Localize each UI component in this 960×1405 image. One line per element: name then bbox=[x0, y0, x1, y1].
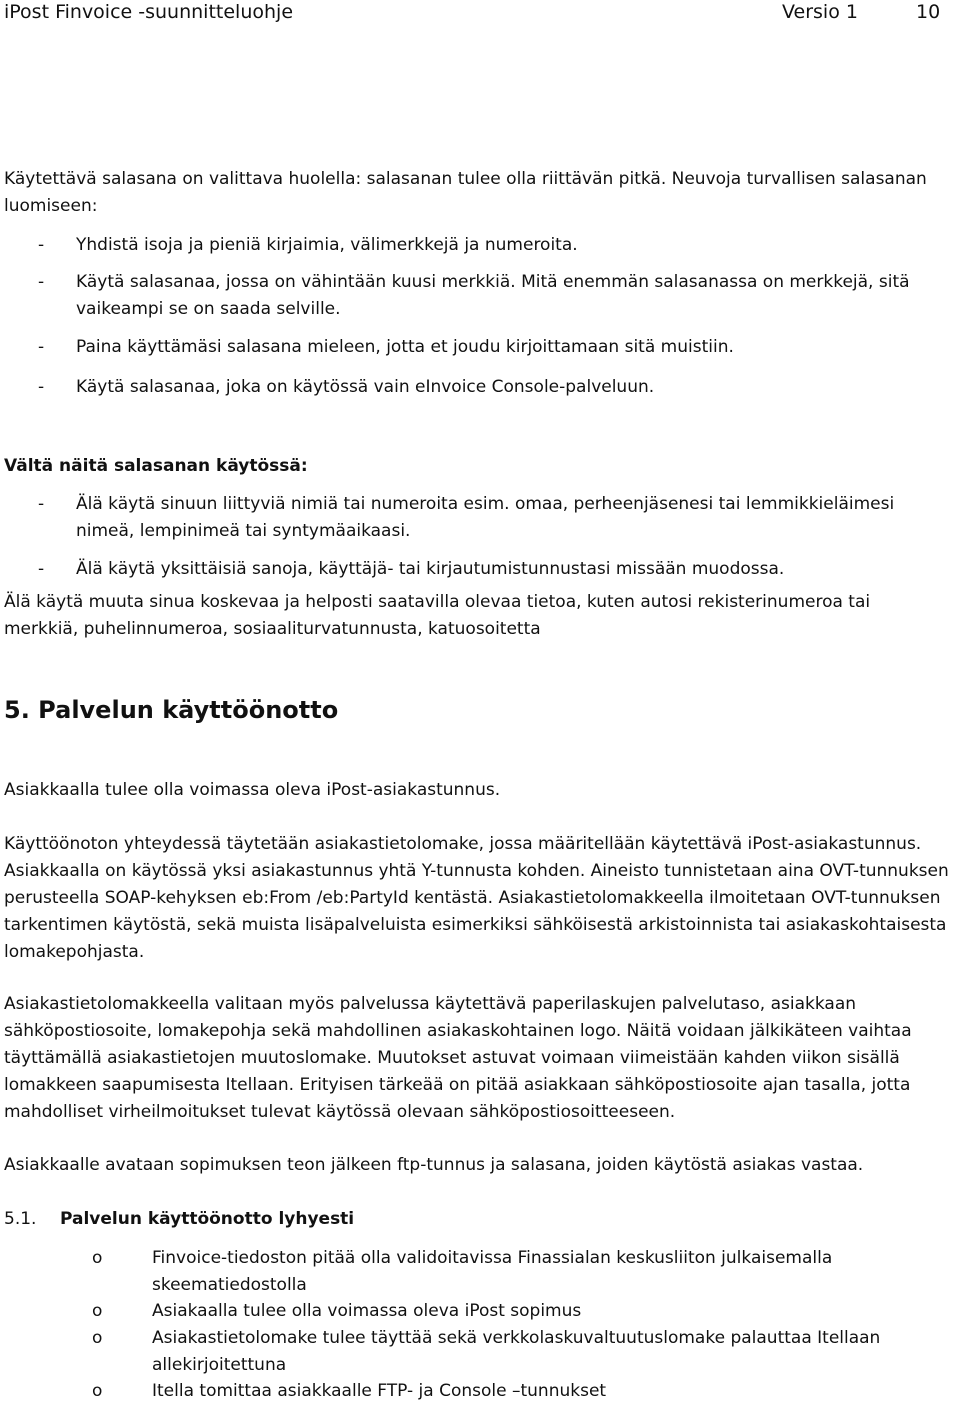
section-5-paragraph: Asiakkaalla tulee olla voimassa oleva iPost-asiakastunnus. bbox=[4, 780, 501, 800]
dash-bullet: - bbox=[38, 272, 45, 292]
intro-paragraph: Käytettävä salasana on valittava huolella: salasanan tulee olla riittävän pitkä. Neuvoja turvallisen salasanan luomiseen: bbox=[4, 169, 927, 216]
circle-bullet: o bbox=[92, 1381, 103, 1401]
avoid-heading: Vältä näitä salasanan käytössä: bbox=[4, 456, 308, 476]
document-title: iPost Finvoice -suunnitteluohje bbox=[4, 1, 294, 23]
circle-bullet: o bbox=[92, 1328, 103, 1348]
avoid-text: Älä käytä sinuun liittyviä nimiä tai numeroita esim. omaa, perheenjäsenesi tai lemmikkieläimesi nimeä, lempinimeä tai syntymäaikaasi. bbox=[76, 494, 895, 541]
list-item-text: Itella tomittaa asiakkaalle FTP- ja Console –tunnukset bbox=[152, 1381, 607, 1401]
advice-text: Käytä salasanaa, joka on käytössä vain eInvoice Console-palveluun. bbox=[76, 377, 655, 397]
section-5-paragraph: Asiakkaalle avataan sopimuksen teon jälkeen ftp-tunnus ja salasana, joiden käytöstä asiakas vastaa. bbox=[4, 1155, 864, 1175]
dash-bullet: - bbox=[38, 377, 45, 397]
advice-text: Käytä salasanaa, jossa on vähintään kuusi merkkiä. Mitä enemmän salasanassa on merkkejä, sitä vaikeampi se on saada selville. bbox=[76, 272, 910, 319]
page-header bbox=[4, 0, 941, 24]
section-number: 5.1. bbox=[4, 1209, 37, 1229]
dash-bullet: - bbox=[38, 235, 45, 255]
list-item-text: Asiakaalla tulee olla voimassa oleva iPost sopimus bbox=[152, 1301, 582, 1321]
avoid-text: Älä käytä yksittäisiä sanoja, käyttäjä- tai kirjautumistunnustasi missään muodossa. bbox=[76, 559, 785, 579]
dash-bullet: - bbox=[38, 559, 45, 579]
dash-bullet: - bbox=[38, 494, 45, 514]
section-title: Palvelun käyttöönotto lyhyesti bbox=[60, 1209, 355, 1229]
section-5-heading: 5. Palvelun käyttöönotto bbox=[4, 696, 339, 724]
section-5-paragraph: Käyttöönoton yhteydessä täytetään asiakastietolomake, jossa määritellään käytettävä iPost-asiakastunnus. Asiakkaalla on käytössä yksi asiakastunnus yhtä Y-tunnusta kohden. Aineisto tunnistetaan aina OVT-tunnuksen perusteella SOAP-kehyksen eb:From /eb:PartyId kentästä. Asiakastietolomakkeella ilmoitetaan OVT-tunnuksen tarkentimen käytöstä, sekä muista lisäpalveluista esimerkiksi sähköisestä arkistoinnista tai asiakaskohtaisesta lomakepohjasta. bbox=[4, 834, 949, 962]
list-item-text: Finvoice-tiedoston pitää olla validoitavissa Finassialan keskusliiton julkaisemalla skeematiedostolla bbox=[152, 1248, 833, 1295]
dash-bullet: - bbox=[38, 337, 45, 357]
circle-bullet: o bbox=[92, 1248, 103, 1268]
page-number: 10 bbox=[916, 1, 941, 23]
list-item-text: Asiakastietolomake tulee täyttää sekä verkkolaskuvaltuutuslomake palauttaa Itellaan allekirjoitettuna bbox=[152, 1328, 881, 1375]
section-5-paragraph: Asiakastietolomakkeella valitaan myös palvelussa käytettävä paperilaskujen palvelutaso, asiakkaan sähköpostiosoite, lomakepohja sekä mahdollinen asiakaskohtainen logo. Näitä voidaan jälkikäteen vaihtaa täyttämällä asiakastietojen muutoslomake. Muutokset astuvat voimaan viimeistään kahden viikon sisällä lomakkeen saapumisesta Itellaan. Erityisen tärkeää on pitää asiakkaan sähköpostiosoite ajan tasalla, jotta mahdolliset virheilmoitukset tulevat käytössä olevaan sähköpostiosoitteeseen. bbox=[4, 994, 912, 1122]
advice-text: Yhdistä isoja ja pieniä kirjaimia, välimerkkejä ja numeroita. bbox=[76, 235, 578, 255]
circle-bullet: o bbox=[92, 1301, 103, 1321]
document-version: Versio 1 bbox=[782, 1, 858, 23]
advice-text: Paina käyttämäsi salasana mieleen, jotta et joudu kirjoittamaan sitä muistiin. bbox=[76, 337, 734, 357]
avoid-note: Älä käytä muuta sinua koskevaa ja helposti saatavilla olevaa tietoa, kuten autosi rekisterinumeroa tai merkkiä, puhelinnumeroa, sosiaaliturvatunnusta, katuosoitetta bbox=[4, 592, 871, 639]
